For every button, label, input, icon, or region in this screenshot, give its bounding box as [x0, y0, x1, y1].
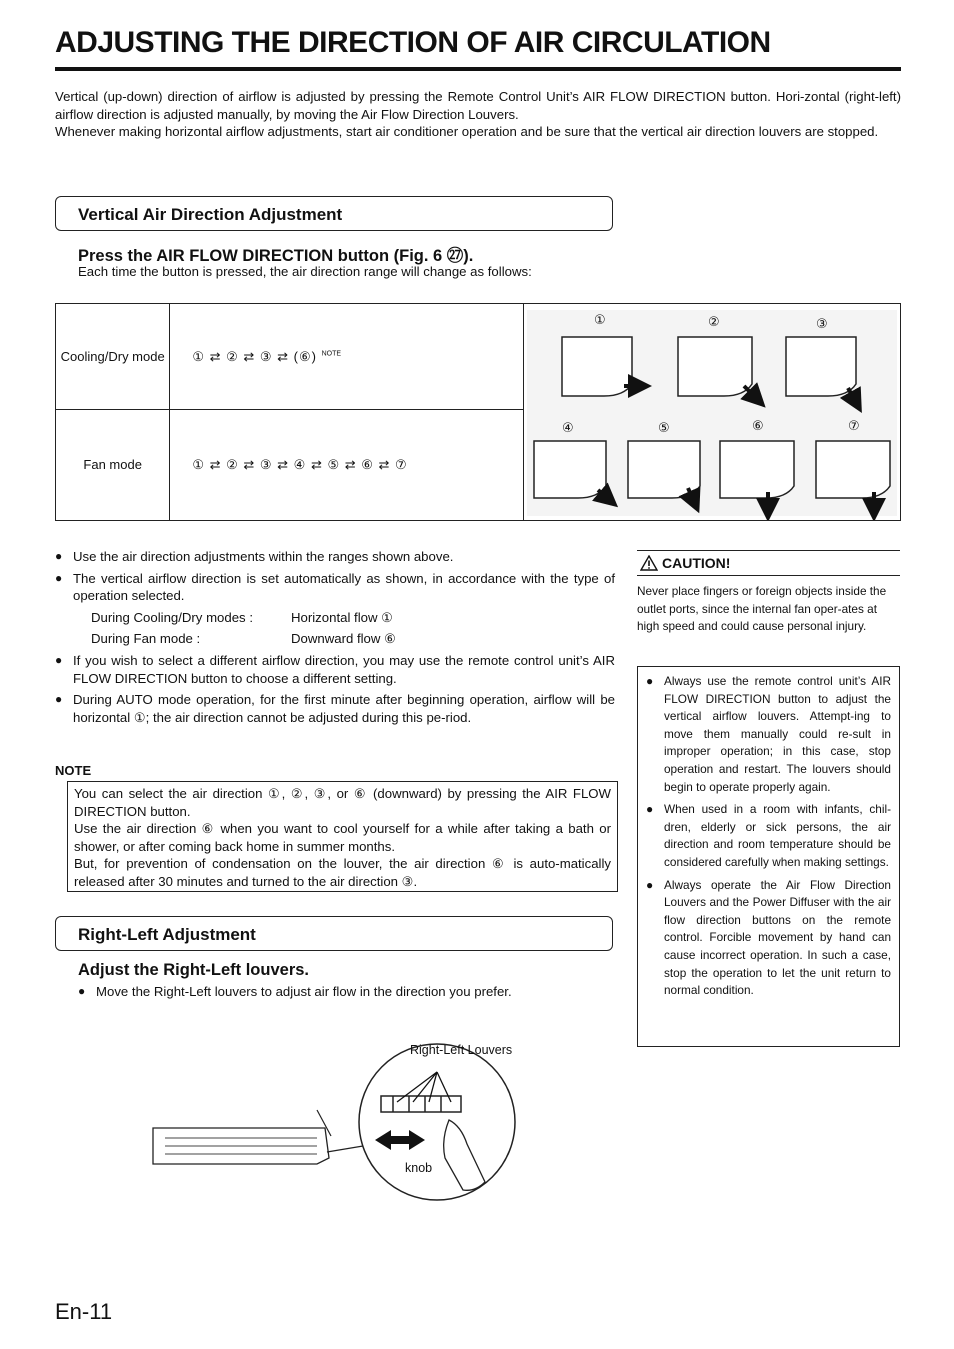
caution-text: Never place fingers or foreign objects inside the outlet ports, since the internal fan oper-ates at high speed and could cause personal injury. [637, 584, 887, 634]
note-ref: NOTE [321, 350, 342, 358]
rightleft-section-title: Right-Left Adjustment [78, 925, 256, 944]
rightleft-instruction: Adjust the Right-Left louvers. [78, 961, 309, 979]
rightleft-bullet-wrap [78, 984, 618, 1003]
note-line-3: But, for prevention of condensation on the louver, the air direction ⑥ is auto-matically released after 30 minutes and turned to the air direction ③. [74, 856, 611, 889]
note-line-1: You can select the air direction ①, ②, ③, or ⑥ (downward) by pressing the AIR FLOW DIRECTION button. [74, 786, 611, 819]
intro-paragraph-1: Vertical (up-down) direction of airflow is adjusted by pressing the Remote Control Unit’s AIR FLOW DIRECTION button. Hori-zontal (right-left) airflow direction is adjusted manually, by moving the Air Flow Direction Louvers. [55, 89, 901, 122]
bullet-2: ● The vertical airflow direction is set automatically as shown, in accordance with the type of operation selected. [55, 570, 615, 605]
fig-label-6: ⑥ [752, 419, 764, 434]
label-knob: knob [405, 1161, 433, 1175]
direction-figures [524, 304, 901, 521]
vertical-section-title: Vertical Air Direction Adjustment [78, 205, 343, 224]
caution-item-2: ● When used in a room with infants, chil-dren, elderly or sick persons, the air direction and room temperature should be considered carefully when making settings. [646, 801, 891, 871]
vertical-instruction: Press the AIR FLOW DIRECTION button (Fig. 6 ㉗). [78, 247, 474, 265]
label-rightleft-louvers: Right-Left Louvers [410, 1043, 513, 1057]
fig-label-1: ① [594, 313, 606, 328]
caution-box [637, 666, 900, 1047]
vertical-description: Each time the button is pressed, the air direction range will change as follows: [78, 264, 532, 279]
intro-text [55, 88, 901, 141]
caution-item-3: ● Always operate the Air Flow Direction Louvers and the Power Diffuser with the air flow direction buttons on the remote control. Forcible movement by hand can cause incorrect operation. In such a case, stop the operation to let the unit return to normal condition. [646, 877, 891, 1000]
rightleft-section-box [55, 916, 613, 951]
bullet-4: ● During AUTO mode operation, for the first minute after beginning operation, airflow will be horizontal ①; the air direction cannot be adjusted during this pe-riod. [55, 691, 615, 726]
note-line-2: Use the air direction ⑥ when you want to cool yourself for a while after taking a bath or shower, or after coming back home in summer months. [74, 821, 611, 854]
fig-label-2: ② [708, 315, 720, 330]
fig-label-7: ⑦ [848, 419, 860, 434]
vertical-section-box [55, 196, 613, 231]
fig-label-4: ④ [562, 421, 574, 436]
bullet-list [55, 548, 615, 730]
mode-cooling: Cooling/Dry mode [56, 304, 170, 410]
fig-label-5: ⑤ [658, 421, 670, 436]
bullet-3: ● If you wish to select a different airflow direction, you may use the remote control unit’s AIR FLOW DIRECTION button to choose a different setting. [55, 652, 615, 687]
note-box [67, 781, 618, 892]
mode-fan: Fan mode [56, 410, 170, 521]
note-label: NOTE [55, 763, 92, 778]
rightleft-bullet: ● Move the Right-Left louvers to adjust air flow in the direction you prefer. [78, 984, 618, 999]
warning-icon [640, 555, 658, 571]
caution-item-1: ● Always use the remote control unit’s AIR FLOW DIRECTION button to adjust the vertical airflow louvers. Attempt-ing to move them manually could re-sult in improper operation; in this case, stop operation and restart. The louvers should begin to operate properly again. [646, 673, 891, 796]
title-rule [55, 67, 901, 71]
fig-label-3: ③ [816, 317, 828, 332]
auto-row-fan: During Fan mode : Downward flow ⑥ [91, 631, 396, 647]
direction-table [55, 303, 901, 521]
caution-title: CAUTION! [662, 555, 731, 571]
caution-heading [637, 550, 900, 576]
auto-row-cooling: During Cooling/Dry modes : Horizontal flow ① [91, 609, 393, 625]
intro-paragraph-2: Whenever making horizontal airflow adjustments, start air conditioner operation and be sure that the vertical air direction louvers are stopped. [55, 124, 879, 140]
rightleft-diagram [145, 1040, 545, 1210]
louver-diagram [524, 304, 900, 520]
sequence-cooling: ① ⇄ ② ⇄ ③ ⇄ (⑥) $^{NOTE}$ [170, 304, 524, 410]
page-title: ADJUSTING THE DIRECTION OF AIR CIRCULATION [55, 26, 771, 59]
page-number: En-11 [55, 1299, 113, 1324]
bullet-1: ● Use the air direction adjustments within the ranges shown above. [55, 548, 615, 566]
sequence-fan: ① ⇄ ② ⇄ ③ ⇄ ④ ⇄ ⑤ ⇄ ⑥ ⇄ ⑦ [170, 410, 524, 521]
